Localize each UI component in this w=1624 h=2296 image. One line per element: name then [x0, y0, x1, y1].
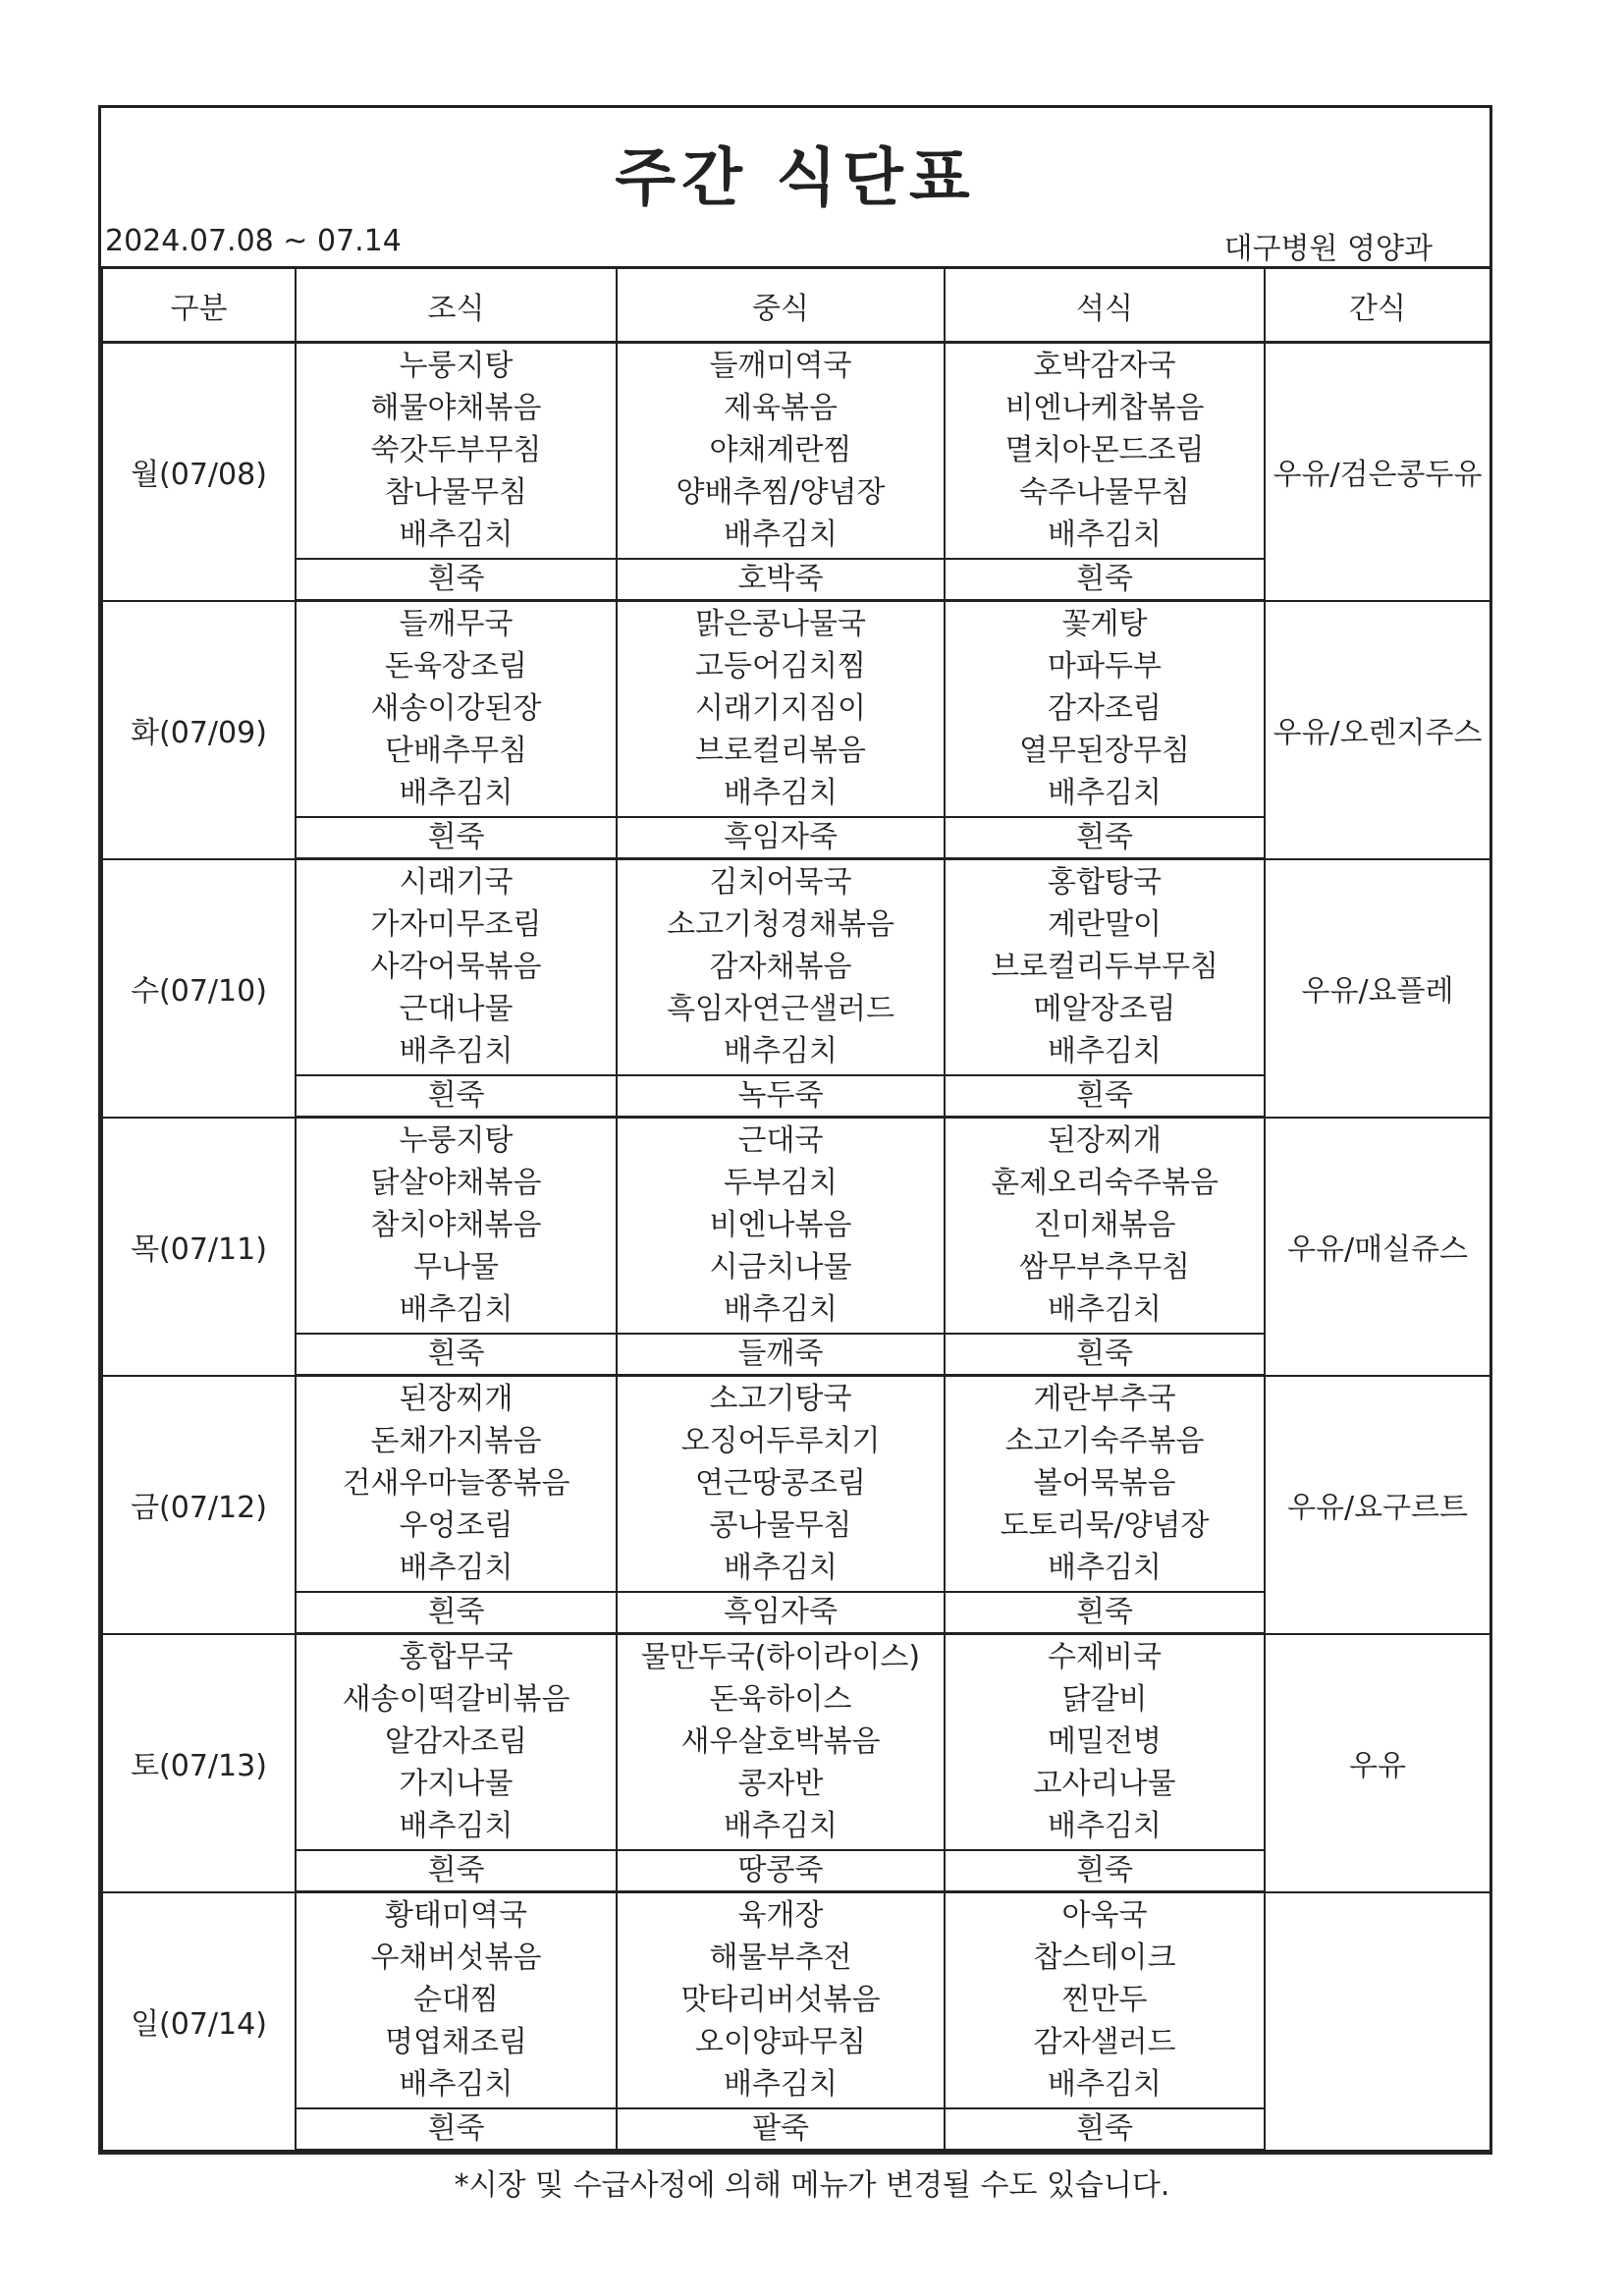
menu-item: 시래기지짐이	[695, 691, 866, 726]
menu-item: 시금치나물	[709, 1250, 852, 1285]
day-row	[102, 859, 1490, 1076]
header-lunch: 중식	[617, 268, 945, 343]
menu-item: 배추김치	[1048, 1809, 1162, 1843]
day-row	[102, 343, 1490, 560]
dinner-porridge: 흰죽	[945, 1592, 1265, 1634]
lunch-cell	[617, 601, 945, 818]
menu-item: 들깨미역국	[709, 349, 852, 383]
menu-item: 육개장	[737, 1898, 824, 1933]
menu-body	[102, 343, 1490, 2151]
menu-item: 고사리나물	[1033, 1767, 1176, 1801]
dinner-cell	[945, 1634, 1265, 1851]
menu-item: 훈제오리숙주볶음	[991, 1166, 1218, 1200]
menu-item: 명엽채조림	[385, 2025, 527, 2059]
menu-item: 닭갈비	[1061, 1682, 1148, 1717]
menu-item: 콩나물무침	[709, 1508, 852, 1543]
snack-cell: 우유/요플레	[1265, 859, 1490, 1118]
lunch-cell	[617, 859, 945, 1076]
header-dinner: 석식	[945, 268, 1265, 343]
menu-item: 된장찌개	[399, 1382, 514, 1416]
menu-item: 참치야채볶음	[370, 1208, 542, 1242]
snack-cell: 우유/요구르트	[1265, 1376, 1490, 1634]
day-row	[102, 1118, 1490, 1335]
lunch-cell	[617, 1634, 945, 1851]
day-row	[102, 1376, 1490, 1593]
menu-item: 돈채가지볶음	[370, 1424, 542, 1458]
day-label: 금(07/12)	[102, 1376, 296, 1634]
date-range: 2024.07.08 ~ 07.14	[105, 224, 402, 258]
breakfast-porridge: 흰죽	[296, 2108, 617, 2151]
menu-item: 멸치아몬드조림	[1004, 433, 1205, 467]
dinner-cell	[945, 1376, 1265, 1593]
menu-item: 숙주나물무침	[1019, 475, 1190, 510]
menu-item: 해물야채볶음	[370, 391, 542, 425]
menu-item: 배추김치	[1048, 518, 1162, 552]
menu-item: 수제비국	[1048, 1640, 1162, 1674]
day-label: 화(07/09)	[102, 601, 296, 859]
department-label: 대구병원 영양과	[1223, 232, 1433, 266]
menu-item: 메밀전병	[1048, 1724, 1162, 1759]
menu-item: 볼어묵볶음	[1033, 1466, 1176, 1501]
menu-item: 열무된장무침	[1019, 734, 1190, 768]
dinner-porridge: 흰죽	[945, 817, 1265, 859]
dinner-cell	[945, 343, 1265, 560]
dinner-cell	[945, 1118, 1265, 1335]
lunch-cell	[617, 1892, 945, 2109]
lunch-porridge: 흑임자죽	[617, 817, 945, 859]
snack-cell: 우유/오렌지주스	[1265, 601, 1490, 859]
lunch-porridge: 호박죽	[617, 559, 945, 601]
menu-item: 새우살호박볶음	[680, 1724, 881, 1759]
menu-item: 찹스테이크	[1033, 1941, 1176, 1975]
menu-item: 돈육장조림	[385, 649, 527, 683]
day-row	[102, 601, 1490, 818]
menu-item: 시래기국	[399, 865, 514, 900]
footnote: *시장 및 수급사정에 의해 메뉴가 변경될 수도 있습니다.	[454, 2168, 1170, 2203]
menu-item: 누룽지탕	[399, 349, 514, 383]
snack-cell: 우유/매실쥬스	[1265, 1118, 1490, 1376]
dinner-porridge: 흰죽	[945, 1850, 1265, 1892]
snack-cell: 우유/검은콩두유	[1265, 343, 1490, 601]
menu-item: 배추김치	[399, 776, 514, 810]
menu-item: 황태미역국	[385, 1898, 527, 1933]
menu-item: 우엉조림	[399, 1508, 514, 1543]
day-row	[102, 1634, 1490, 1851]
menu-item: 닭살야채볶음	[370, 1166, 542, 1200]
menu-item: 메알장조림	[1033, 992, 1176, 1026]
breakfast-porridge: 흰죽	[296, 559, 617, 601]
menu-item: 감자채볶음	[709, 950, 852, 984]
breakfast-cell	[296, 1634, 617, 1851]
menu-item: 제육볶음	[724, 391, 838, 425]
menu-item: 김치어묵국	[709, 865, 852, 900]
breakfast-cell	[296, 343, 617, 560]
menu-sheet	[98, 105, 1492, 2155]
menu-item: 단배추무침	[385, 734, 527, 768]
menu-item: 소고기청경채볶음	[667, 907, 894, 942]
menu-item: 꽃게탕	[1061, 607, 1148, 641]
menu-item: 홍합무국	[399, 1640, 514, 1674]
breakfast-porridge: 흰죽	[296, 817, 617, 859]
breakfast-cell	[296, 1118, 617, 1335]
day-label: 월(07/08)	[102, 343, 296, 601]
breakfast-cell	[296, 1376, 617, 1593]
menu-item: 알감자조림	[385, 1724, 527, 1759]
menu-item: 배추김치	[1048, 1292, 1162, 1327]
menu-item: 게란부추국	[1033, 1382, 1176, 1416]
day-label: 목(07/11)	[102, 1118, 296, 1376]
dinner-cell	[945, 601, 1265, 818]
menu-item: 배추김치	[724, 2067, 838, 2102]
header-category: 구분	[102, 268, 296, 343]
breakfast-cell	[296, 601, 617, 818]
day-row	[102, 1892, 1490, 2109]
menu-item: 비엔나케찹볶음	[1004, 391, 1205, 425]
menu-item: 오이양파무침	[695, 2025, 866, 2059]
lunch-cell	[617, 343, 945, 560]
menu-item: 홍합탕국	[1048, 865, 1162, 900]
menu-item: 건새우마늘쫑볶음	[342, 1466, 570, 1501]
menu-item: 배추김치	[1048, 1034, 1162, 1068]
menu-item: 무나물	[413, 1250, 499, 1285]
menu-item: 쑥갓두부무침	[370, 433, 542, 467]
lunch-cell	[617, 1376, 945, 1593]
weekly-menu-table	[101, 266, 1491, 2152]
menu-item: 돈육하이스	[709, 1682, 852, 1717]
menu-item: 배추김치	[399, 1809, 514, 1843]
breakfast-porridge: 흰죽	[296, 1850, 617, 1892]
menu-item: 아욱국	[1061, 1898, 1148, 1933]
menu-item: 순대찜	[413, 1983, 499, 2017]
menu-item: 배추김치	[1048, 2067, 1162, 2102]
menu-item: 우채버섯볶음	[370, 1941, 542, 1975]
breakfast-porridge: 흰죽	[296, 1334, 617, 1376]
menu-item: 호박감자국	[1033, 349, 1176, 383]
menu-item: 비엔나볶음	[709, 1208, 852, 1242]
breakfast-cell	[296, 859, 617, 1076]
breakfast-porridge: 흰죽	[296, 1075, 617, 1118]
dinner-cell	[945, 1892, 1265, 2109]
menu-item: 브로컬리두부무침	[991, 950, 1218, 984]
menu-item: 배추김치	[1048, 1551, 1162, 1585]
menu-item: 된장찌개	[1048, 1123, 1162, 1158]
menu-item: 야채계란찜	[709, 433, 852, 467]
menu-item: 연근땅콩조림	[695, 1466, 866, 1501]
menu-item: 콩자반	[737, 1767, 824, 1801]
menu-item: 가자미무조림	[370, 907, 542, 942]
menu-item: 양배추찜/양념장	[676, 475, 886, 510]
menu-item: 배추김치	[724, 1809, 838, 1843]
menu-item: 물만두국(하이라이스)	[640, 1640, 921, 1674]
menu-item: 고등어김치찜	[695, 649, 866, 683]
menu-item: 누룽지탕	[399, 1123, 514, 1158]
menu-item: 감자샐러드	[1033, 2025, 1176, 2059]
dinner-porridge: 흰죽	[945, 559, 1265, 601]
menu-item: 배추김치	[399, 518, 514, 552]
dinner-porridge: 흰죽	[945, 2108, 1265, 2151]
menu-item: 들깨무국	[399, 607, 514, 641]
menu-item: 쌈무부추무침	[1019, 1250, 1190, 1285]
menu-item: 흑임자연근샐러드	[667, 992, 894, 1026]
dinner-cell	[945, 859, 1265, 1076]
header-row	[102, 268, 1490, 343]
lunch-porridge: 팥죽	[617, 2108, 945, 2151]
menu-item: 근대나물	[399, 992, 514, 1026]
menu-item: 소고기숙주볶음	[1004, 1424, 1205, 1458]
page-title: 주간 식단표	[615, 142, 976, 215]
menu-item: 맛타리버섯볶음	[680, 1983, 881, 2017]
menu-item: 새송이강된장	[370, 691, 542, 726]
menu-item: 배추김치	[724, 1292, 838, 1327]
breakfast-cell	[296, 1892, 617, 2109]
menu-item: 감자조림	[1048, 691, 1162, 726]
menu-item: 계란말이	[1048, 907, 1162, 942]
day-label: 수(07/10)	[102, 859, 296, 1118]
lunch-porridge: 녹두죽	[617, 1075, 945, 1118]
menu-item: 배추김치	[399, 1292, 514, 1327]
menu-item: 근대국	[737, 1123, 824, 1158]
lunch-porridge: 들깨죽	[617, 1334, 945, 1376]
menu-item: 사각어묵볶음	[370, 950, 542, 984]
menu-item: 배추김치	[724, 1551, 838, 1585]
header-snack: 간식	[1265, 268, 1490, 343]
menu-item: 가지나물	[399, 1767, 514, 1801]
menu-item: 오징어두루치기	[680, 1424, 881, 1458]
menu-item: 배추김치	[724, 1034, 838, 1068]
lunch-cell	[617, 1118, 945, 1335]
header-breakfast: 조식	[296, 268, 617, 343]
day-label: 일(07/14)	[102, 1892, 296, 2151]
dinner-porridge: 흰죽	[945, 1075, 1265, 1118]
lunch-porridge: 흑임자죽	[617, 1592, 945, 1634]
menu-item: 해물부추전	[709, 1941, 852, 1975]
lunch-porridge: 땅콩죽	[617, 1850, 945, 1892]
snack-cell	[1265, 1892, 1490, 2151]
menu-item: 마파두부	[1048, 649, 1162, 683]
menu-item: 배추김치	[724, 518, 838, 552]
breakfast-porridge: 흰죽	[296, 1592, 617, 1634]
menu-item: 새송이떡갈비볶음	[342, 1682, 570, 1717]
menu-item: 배추김치	[399, 1551, 514, 1585]
snack-cell: 우유	[1265, 1634, 1490, 1892]
menu-item: 맑은콩나물국	[695, 607, 866, 641]
menu-item: 도토리묵/양념장	[1000, 1508, 1210, 1543]
menu-item: 배추김치	[399, 2067, 514, 2102]
menu-item: 배추김치	[724, 776, 838, 810]
day-label: 토(07/13)	[102, 1634, 296, 1892]
menu-item: 배추김치	[399, 1034, 514, 1068]
menu-item: 찐만두	[1061, 1983, 1148, 2017]
menu-item: 진미채볶음	[1033, 1208, 1176, 1242]
dinner-porridge: 흰죽	[945, 1334, 1265, 1376]
menu-item: 배추김치	[1048, 776, 1162, 810]
menu-item: 소고기탕국	[709, 1382, 852, 1416]
menu-item: 참나물무침	[385, 475, 527, 510]
menu-item: 브로컬리볶음	[695, 734, 866, 768]
menu-item: 두부김치	[724, 1166, 838, 1200]
